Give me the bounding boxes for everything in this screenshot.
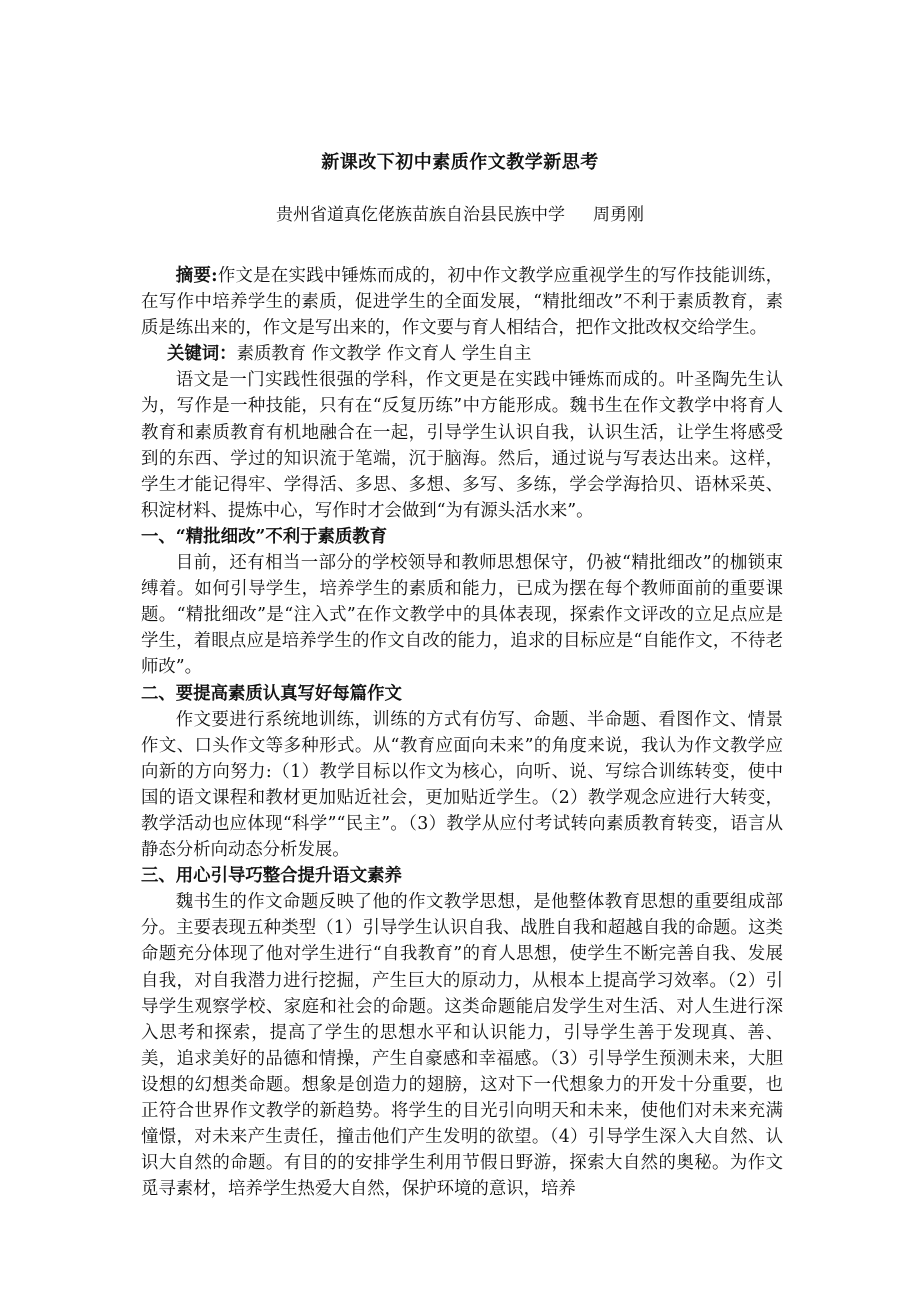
section-heading-3: 三、用心引导巧整合提升语文素养 [141, 866, 402, 887]
abstract-paragraph [141, 263, 783, 341]
abstract-text: 作文是在实践中锤炼而成的，初中作文教学应重视学生的写作技能训练，在写作中培养学生的素质，促进学生的全面发展，“精批细改”不利于素质教育，素质是练出来的，作文是写出来的，作文要与育人相结合，把作文批改权交给学生。 [141, 266, 783, 339]
author-line [0, 200, 920, 225]
keywords-label: 关键词： [167, 344, 237, 365]
keywords-text: 素质教育 作文教学 作文育人 学生自主 [236, 344, 532, 365]
intro-paragraph: 语文是一门实践性很强的学科，作文更是在实践中锤炼而成的。叶圣陶先生认为，写作是一种技能，只有在“反复历练”中方能形成。魏书生在作文教学中将育人教育和素质教育有机地融合在一起，引导学生认识自我，认识生活，让学生将感受到的东西、学过的知识流于笔端，沉于脑海。然后，通过说与写表达出来。这样，学生才能记得牢、学得活、多思、多想、多写、多练，学会学海拾贝、语林采英、积淀材料、提炼中心，写作时才会做到“为有源头活水来”。 [141, 370, 783, 521]
section-heading-1: 一、“精批细改”不利于素质教育 [141, 526, 388, 547]
section-paragraph-3: 魏书生的作文命题反映了他的作文教学思想，是他整体教育思想的重要组成部分。主要表现五种类型（1）引导学生认识自我、战胜自我和超越自我的命题。这类命题充分体现了他对学生进行“自我教育”的育人思想，使学生不断完善自我、发展自我，对自我潜力进行挖掘，产生巨大的原动力，从根本上提高学习效率。（2）引导学生观察学校、家庭和社会的命题。这类命题能启发学生对生活、对人生进行深入思考和探索，提高了学生的思想水平和认识能力，引导学生善于发现真、善、美，追求美好的品德和情操，产生自豪感和幸福感。（3）引导学生预测未来，大胆设想的幻想类命题。想象是创造力的翅膀，这对下一代想象力的开发十分重要，也正符合世界作文教学的新趋势。将学生的目光引向明天和未来，使他们对未来充满憧憬，对未来产生责任，撞击他们产生发明的欲望。（4）引导学生深入大自然、认识大自然的命题。有目的的安排学生利用节假日野游，探索大自然的奥秘。为作文觅寻素材，培养学生热爱大自然，保护环境的意识，培养 [141, 892, 783, 1200]
page-title: 新课改下初中素质作文教学新思考 [321, 152, 599, 173]
section-heading-2: 二、要提高素质认真写好每篇作文 [141, 683, 402, 704]
author-school: 贵州省道真仡佬族苗族自治县民族中学 [276, 205, 565, 225]
abstract-label: 摘要: [175, 266, 218, 286]
section-paragraph-2: 作文要进行系统地训练，训练的方式有仿写、命题、半命题、看图作文、情景作文、口头作文等多种形式。从“教育应面向未来”的角度来说，我认为作文教学应向新的方向努力:（1）教学目标以作文为核心，向听、说、写综合训练转变，使中国的语文课程和教材更加贴近社会，更加贴近学生。（2）教学观念应进行大转变，教学活动也应体现“科学”“民主”。（3）教学从应付考试转向素质教育转变，语言从静态分析向动态分析发展。 [141, 709, 783, 861]
keywords-paragraph [141, 341, 783, 367]
section-paragraph-1: 目前，还有相当一部分的学校领导和教师思想保守，仍被“精批细改”的枷锁束缚着。如何引导学生，培养学生的素质和能力，已成为摆在每个教师面前的重要课题。“精批细改”是“注入式”在作文教学中的具体表现，探索作文评改的立足点应是学生，着眼点应是培养学生的作文自改的能力，追求的目标应是“自能作文，不待老师改”。 [141, 553, 783, 678]
author-name: 周勇刚 [593, 205, 644, 225]
article-body [141, 263, 783, 1202]
